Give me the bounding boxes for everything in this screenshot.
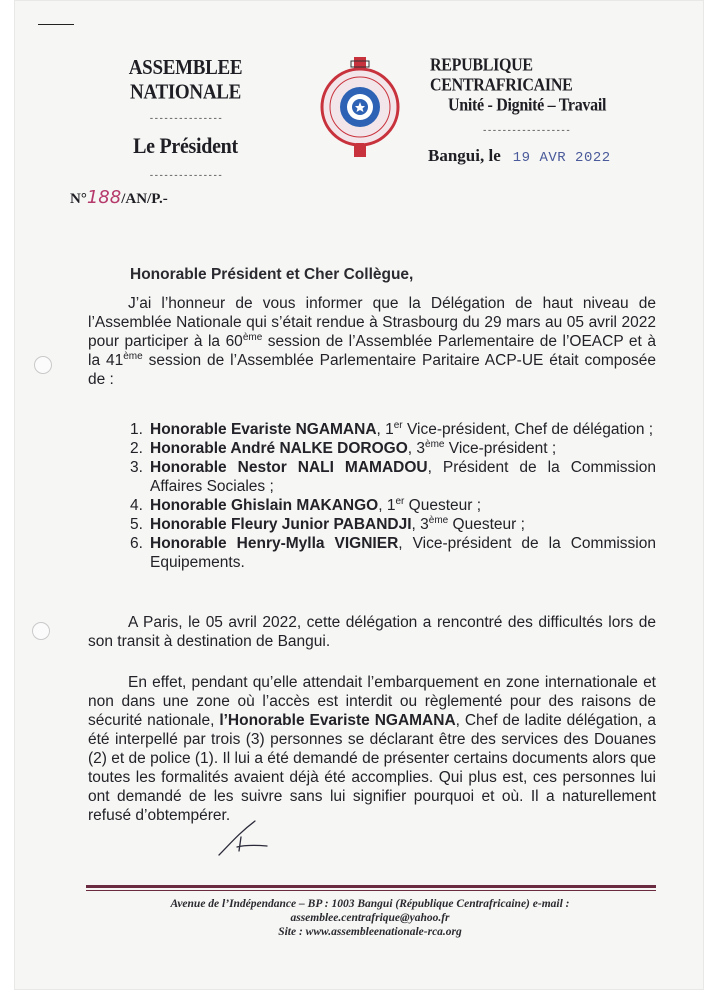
footer-divider	[86, 885, 656, 888]
member-role: , 3	[411, 516, 429, 533]
paragraph-incident	[88, 673, 656, 825]
paragraph-text: , Chef de ladite délégation, a été interpellé par trois (3) personnes se déclarant être des services des Douanes (2) et de police (1). Il lui a été demandé de présenter certains documents alors que toutes les formalités avaient déjà été accomplies. Qui plus est, ces personnes lui ont demandé de les suivre sans lui signifier pourquoi et où. Il a naturellement refusé d’obtempérer.	[88, 712, 656, 824]
list-number: 1.	[130, 421, 143, 438]
member-role: Questeur ;	[404, 497, 482, 514]
reference-handwritten-number: 188	[86, 187, 122, 208]
separator-dashes: ---------------	[148, 114, 223, 124]
member-role: Questeur ;	[448, 516, 525, 533]
separator-dashes: ------------------	[482, 126, 571, 136]
member-role: , Président de la Commission Affaires Sociales ;	[150, 459, 656, 495]
member-role: , 3	[407, 440, 426, 457]
list-item	[130, 439, 656, 458]
footer-website: Site : www.assembleenationale-rca.org	[278, 926, 462, 938]
paragraph-bold-name: l’Honorable Evariste NGAMANA	[219, 712, 456, 729]
list-number: 3.	[130, 459, 143, 476]
superscript: ème	[425, 438, 445, 450]
paragraph-paris	[88, 613, 656, 651]
country-name: REPUBLIQUE CENTRAFRICAINE	[430, 56, 573, 96]
list-item	[130, 458, 656, 496]
delegation-members-list	[130, 420, 656, 572]
salutation: Honorable Président et Cher Collègue,	[130, 266, 414, 283]
superscript: er	[395, 495, 405, 507]
top-corner-mark	[38, 24, 74, 25]
institution-name: ASSEMBLEE NATIONALE	[128, 56, 243, 105]
list-number: 5.	[130, 516, 143, 533]
separator-dashes: ---------------	[148, 171, 223, 181]
member-name: Honorable Henry-Mylla VIGNIER	[150, 535, 399, 552]
superscript: ème	[242, 331, 263, 343]
paragraph-text: En effet, pendant qu’elle attendait l’embarquement en zone internationale et non dans une zone où l’accès est interdit ou règlementé pour des raisons de sécurité nationale,	[88, 674, 656, 729]
reference-number	[70, 187, 168, 208]
member-role: , 1	[376, 421, 394, 438]
list-number: 6.	[130, 535, 143, 552]
date-line	[428, 146, 611, 166]
punch-hole	[34, 356, 52, 374]
superscript: ème	[428, 514, 449, 526]
member-name: Honorable Nestor NALI MAMADOU	[150, 459, 428, 476]
member-role: , Vice-président de la Commission Equipements.	[150, 535, 656, 571]
national-assembly-emblem	[318, 55, 404, 159]
date-place: Bangui, le	[428, 146, 501, 165]
superscript: ème	[123, 350, 143, 362]
national-motto: Unité - Dignité – Travail	[448, 96, 607, 116]
member-role: Vice-président ;	[444, 440, 557, 457]
member-name: Honorable Evariste NGAMANA	[150, 421, 377, 438]
list-number: 4.	[130, 497, 143, 514]
reference-suffix: /AN/P.-	[121, 191, 168, 207]
member-name: Honorable André NALKE DOROGO	[150, 440, 408, 457]
reference-prefix: N°	[70, 191, 87, 207]
footer-divider	[86, 890, 656, 891]
handwritten-initials	[215, 815, 275, 860]
member-name: Honorable Fleury Junior PABANDJI	[150, 516, 412, 533]
signatory-title: Le Président	[133, 134, 238, 159]
superscript: er	[393, 419, 403, 431]
list-item	[130, 420, 656, 439]
member-role: Vice-président, Chef de délégation ;	[402, 421, 654, 438]
footer-address: Avenue de l’Indépendance – BP : 1003 Bangui (République Centrafricaine) e-mail :	[170, 898, 570, 910]
paragraph-text: session de l’Assemblée Parlementaire Paritaire ACP-UE était composée de :	[88, 352, 656, 388]
punch-hole	[32, 622, 50, 640]
paragraph-intro	[88, 294, 656, 389]
paragraph-text: session de l’Assemblée Parlementaire de l’OEACP et à la 41	[88, 333, 656, 369]
list-item	[130, 534, 656, 572]
list-item	[130, 515, 656, 534]
paragraph-text: A Paris, le 05 avril 2022, cette délégation a rencontré des difficultés lors de son transit à destination de Bangui.	[88, 614, 656, 650]
date-stamp: 19 AVR 2022	[512, 150, 611, 166]
paragraph-text: J’ai l’honneur de vous informer que la Délégation de haut niveau de l’Assemblée Nationale qui s’était rendue à Strasbourg du 29 mars au 05 avril 2022 pour participer à la 60	[88, 295, 656, 350]
letterhead-left	[88, 56, 283, 181]
letterhead-right	[430, 56, 640, 136]
member-name: Honorable Ghislain MAKANGO	[150, 497, 379, 514]
letter-footer	[100, 897, 640, 939]
member-role: , 1	[378, 497, 396, 514]
list-number: 2.	[130, 440, 143, 457]
list-item	[130, 496, 656, 515]
footer-email: assemblee.centrafrique@yahoo.fr	[290, 912, 450, 924]
